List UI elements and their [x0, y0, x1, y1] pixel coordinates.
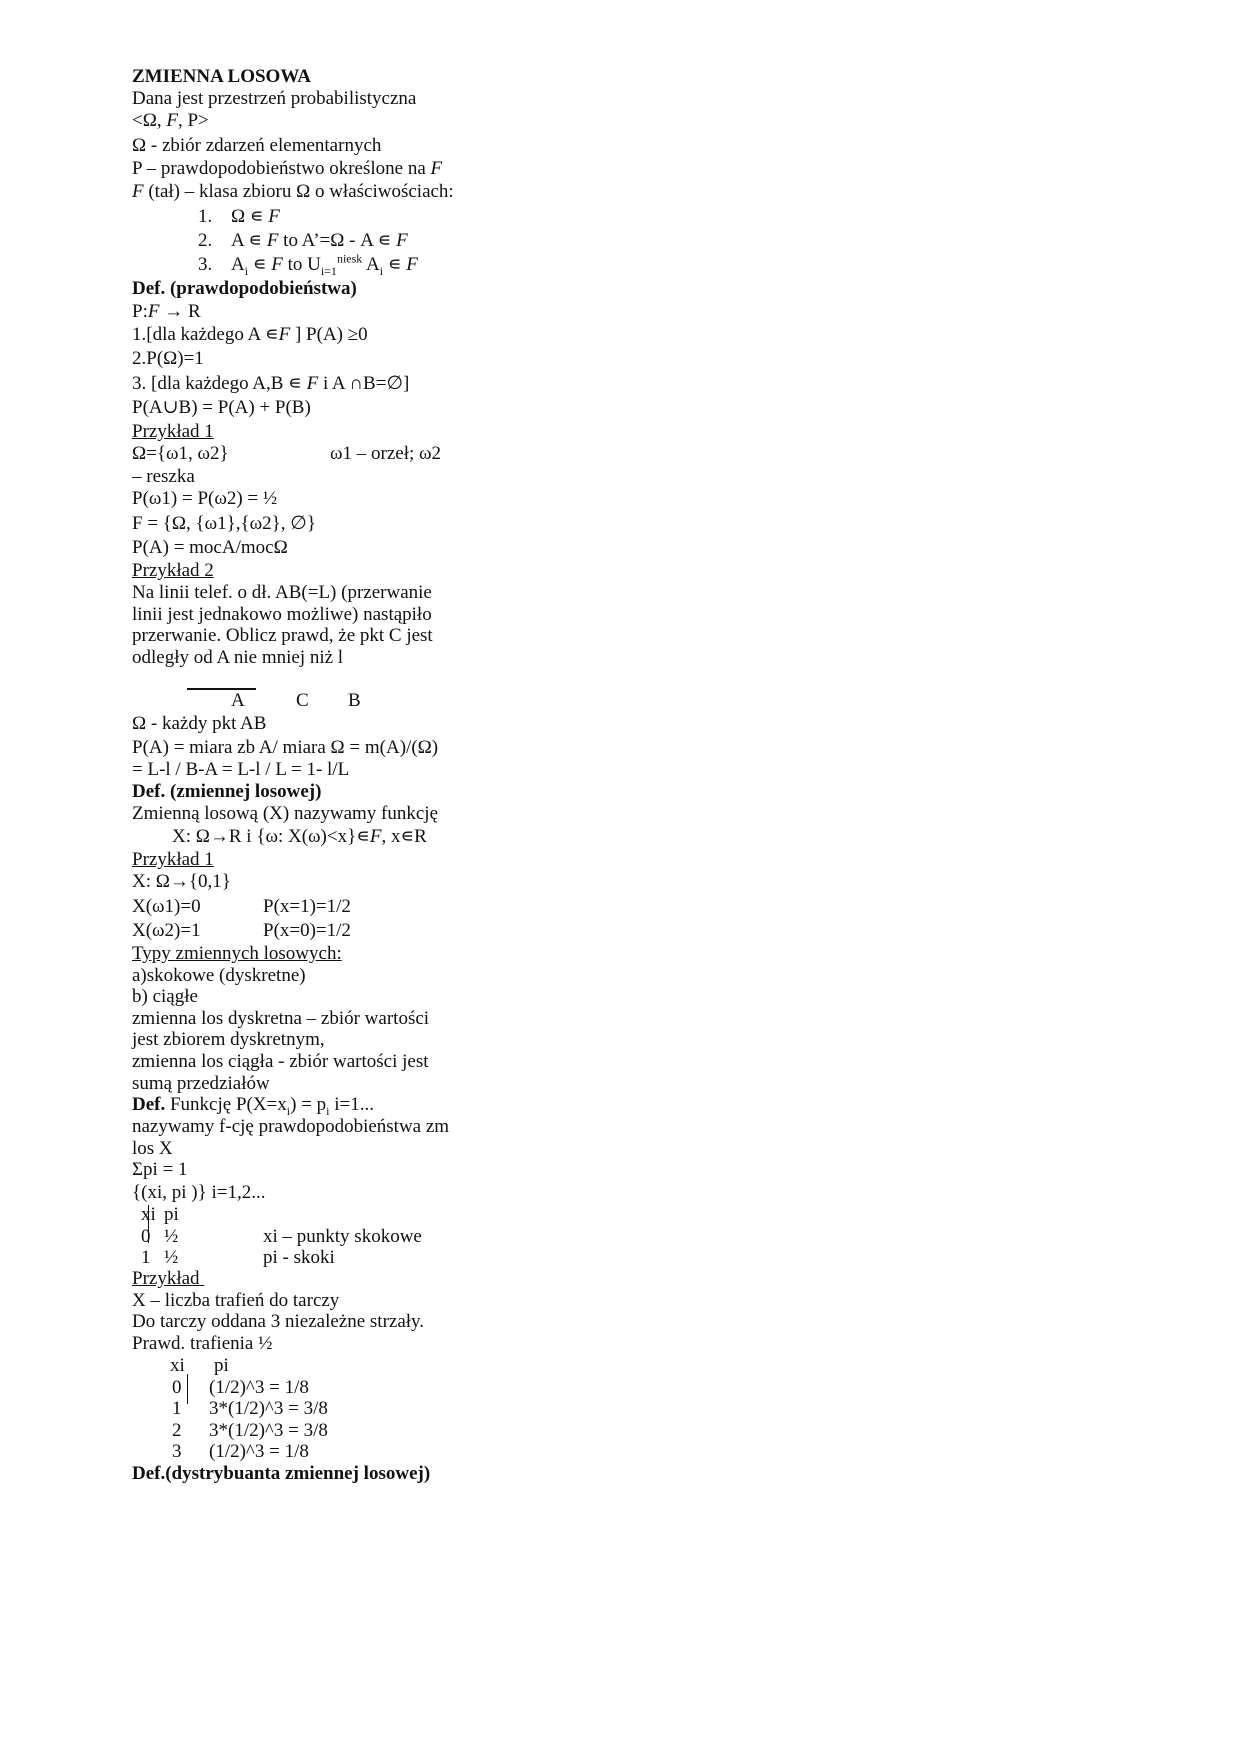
table-2-row-p: 3*(1/2)^3 = 3/8 — [209, 1398, 328, 1419]
example-2-pa: P(A) = miara zb A/ miara Ω = m(A)/(Ω) — [132, 737, 439, 758]
example-3-p1: P(x=1)=1/2 — [263, 896, 351, 917]
table-2-row-x: 2 — [172, 1420, 182, 1441]
table-2-row-x: 0 — [172, 1377, 182, 1398]
property-3-number: 3. — [198, 254, 213, 275]
table-2-separator — [187, 1374, 188, 1404]
example-1-pa: P(A) = mocA/mocΩ — [132, 537, 288, 558]
sum-pi: Σpi = 1 — [132, 1159, 188, 1180]
table-2-row-p: 3*(1/2)^3 = 3/8 — [209, 1420, 328, 1441]
example-2-line-1: Na linii telef. o dł. AB(=L) (przerwanie — [132, 582, 432, 603]
pmf-definition-line-1: Def. Funkcję $P(X=x_i) = p_i$ i=1... — [132, 1094, 375, 1118]
axiom-1: 1.[dla każdego A ∊F ] P(A) ≥0 — [132, 324, 368, 345]
types-heading: Typy zmiennych losowych: — [132, 943, 342, 964]
f-definition: F (tał) – klasa zbioru Ω o właściwościach: — [132, 181, 454, 202]
random-variable-definition-heading: Def. (zmiennej losowej) — [132, 781, 322, 802]
probability-definition-heading: Def. (prawdopodobieństwa) — [132, 278, 357, 299]
discrete-line-1: zmienna los dyskretna – zbiór wartości — [132, 1008, 430, 1029]
table-1-note-2: pi - skoki — [263, 1247, 335, 1268]
example-1-probabilities: P(ω1) = P(ω2) = ½ — [132, 488, 278, 509]
table-2-row-p: (1/2)^3 = 1/8 — [209, 1377, 309, 1398]
example-3-map: X: Ω→{0,1} — [132, 871, 231, 892]
example-3-x1: X(ω1)=0 — [132, 896, 201, 917]
probability-space-triple: <Ω, F, P> — [132, 110, 209, 131]
table-2-row-x: 3 — [172, 1441, 182, 1462]
example-2-line-3: przerwanie. Oblicz prawd, że pkt C jest — [132, 625, 433, 646]
table-2-row-p: (1/2)^3 = 1/8 — [209, 1441, 309, 1462]
example-1-heading: Przykład 1 — [132, 421, 214, 442]
example-2-line-2: linii jest jednakowo możliwe) nastąpiło — [132, 604, 432, 625]
set-of-pairs: {(xi, pi )} i=1,2... — [132, 1182, 266, 1203]
page-title: ZMIENNA LOSOWA — [132, 66, 311, 87]
example-1-field: F = {Ω, {ω1},{ω2}, ∅} — [132, 513, 316, 534]
discrete-line-2: jest zbiorem dyskretnym, — [132, 1029, 325, 1050]
example-1-omega: Ω={ω1, ω2} — [132, 443, 229, 464]
example-2-heading: Przykład 2 — [132, 560, 214, 581]
example-2-line-4: odległy od A nie mniej niż l — [132, 647, 344, 668]
example-1-note: ω1 – orzeł; ω2 — [330, 443, 442, 464]
omega-definition: Ω - zbiór zdarzeń elementarnych — [132, 135, 382, 156]
type-continuous: b) ciągłe — [132, 986, 198, 1007]
axiom-3-formula: P(A∪B) = P(A) + P(B) — [132, 397, 311, 418]
table-2-header-p: pi — [214, 1355, 229, 1376]
intro-text: Dana jest przestrzeń probabilistyczna — [132, 88, 417, 109]
table-1-row-1-x: 0 — [141, 1226, 151, 1247]
example-3-p2: P(x=0)=1/2 — [263, 920, 351, 941]
random-variable-line-2: X: Ω→R i {ω: X(ω)<x}∊F, x∊R — [172, 826, 427, 847]
example-3-heading: Przykład 1 — [132, 849, 214, 870]
example-3-x2: X(ω2)=1 — [132, 920, 201, 941]
axiom-2: 2.P(Ω)=1 — [132, 348, 204, 369]
example-1-note-cont: – reszka — [132, 466, 195, 487]
example-4-line-2: Do tarczy oddana 3 niezależne strzały. — [132, 1311, 425, 1332]
table-1-row-2-x: 1 — [141, 1247, 151, 1268]
type-discrete: a)skokowe (dyskretne) — [132, 965, 306, 986]
example-2-calc: = L-l / B-A = L-l / L = 1- l/L — [132, 759, 350, 780]
pmf-definition-line-3: los X — [132, 1138, 173, 1159]
table-1-row-1-p: ½ — [164, 1226, 179, 1247]
segment-label-b: B — [348, 690, 361, 711]
segment-label-a: A — [231, 690, 245, 711]
p-mapping: P:F → R — [132, 301, 201, 322]
cdf-definition-heading: Def.(dystrybuanta zmiennej losowej) — [132, 1463, 431, 1484]
p-definition: P – prawdopodobieństwo określone na F — [132, 158, 443, 179]
property-1-text: Ω ∊ F — [231, 206, 280, 227]
example-4-line-3: Prawd. trafienia ½ — [132, 1333, 273, 1354]
pmf-definition-line-2: nazywamy f-cję prawdopodobieństwa zm — [132, 1116, 450, 1137]
table-1-header-p: pi — [164, 1204, 179, 1225]
axiom-3: 3. [dla każdego A,B ∊ F i A ∩B=∅] — [132, 373, 410, 394]
example-4-heading: Przykład — [132, 1268, 205, 1289]
property-3-text: $A_i$ ∊ F to $U_{i=1}^{niesk}$ $A_i$ ∊ F — [231, 251, 418, 278]
table-2-row-x: 1 — [172, 1398, 182, 1419]
continuous-line-1: zmienna los ciągła - zbiór wartości jest — [132, 1051, 429, 1072]
random-variable-line-1: Zmienną losową (X) nazywamy funkcję — [132, 803, 439, 824]
table-1-row-2-p: ½ — [164, 1247, 179, 1268]
table-1-note-1: xi – punkty skokowe — [263, 1226, 422, 1247]
property-1-number: 1. — [198, 206, 213, 227]
continuous-line-2: sumą przedziałów — [132, 1073, 270, 1094]
example-2-omega: Ω - każdy pkt AB — [132, 713, 267, 734]
segment-label-c: C — [296, 690, 309, 711]
example-4-line-1: X – liczba trafień do tarczy — [132, 1290, 340, 1311]
property-2-number: 2. — [198, 230, 213, 251]
table-2-header-x: xi — [170, 1355, 185, 1376]
segment-line — [187, 688, 256, 690]
property-2-text: A ∊ F to A’=Ω - A ∊ F — [231, 230, 408, 251]
table-1-header-x: xi — [141, 1204, 156, 1225]
